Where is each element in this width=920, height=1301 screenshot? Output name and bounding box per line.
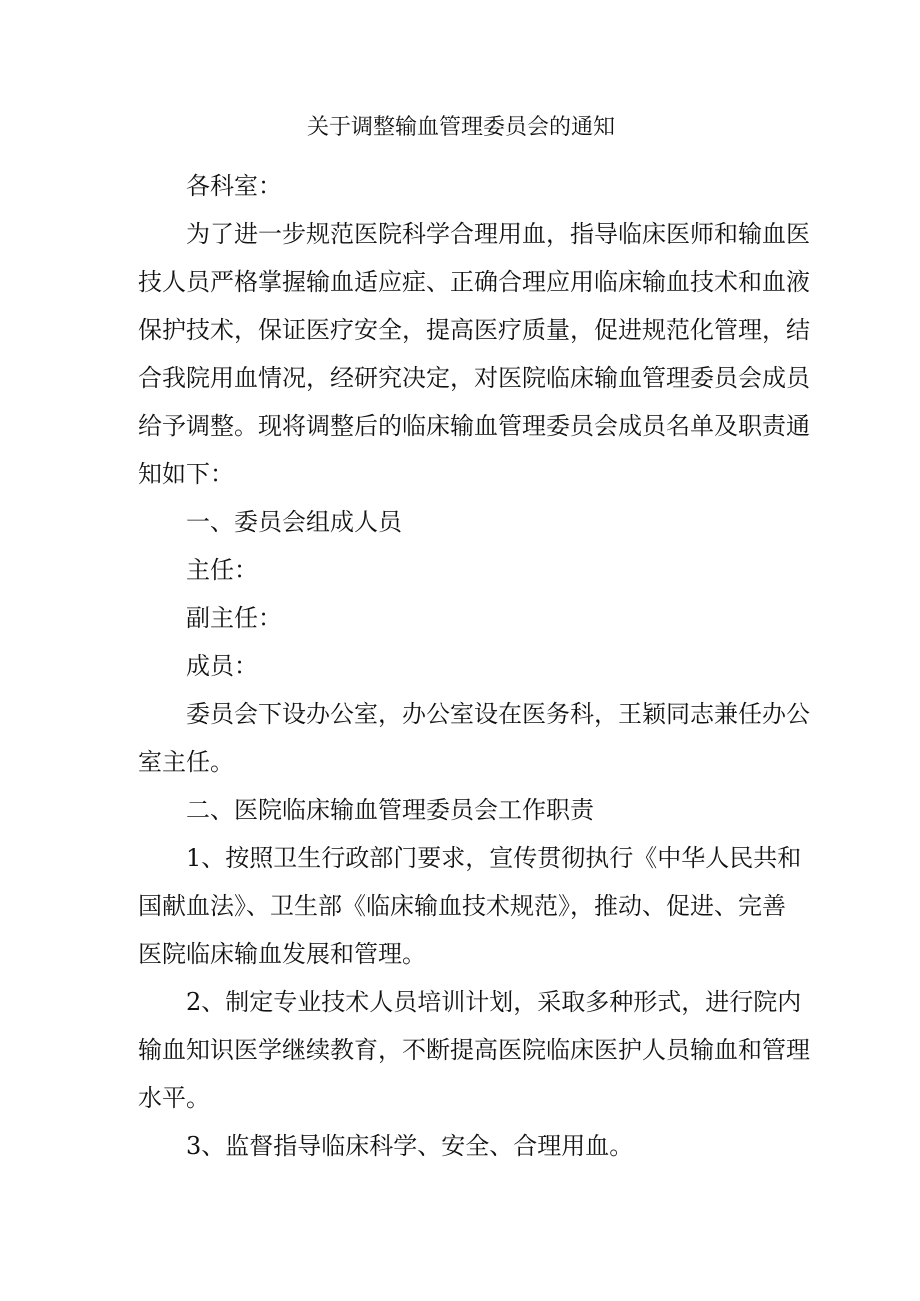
members-label: 成员： — [186, 652, 258, 680]
document-page — [138, 112, 810, 1170]
vice-director-label: 副主任： — [186, 604, 282, 632]
duty1-line: 国献血法》、卫生部《临床输血技术规范》，推动、促进、完善 — [138, 892, 786, 920]
duty2-line: 输血知识医学继续教育，不断提高医院临床医护人员输血和管理 — [138, 1036, 810, 1064]
office-paragraph — [138, 690, 810, 786]
intro-line: 技人员严格掌握输血适应症、正确合理应用临床输血技术和血液 — [138, 268, 810, 296]
duty1-line: 医院临床输血发展和管理。 — [138, 940, 426, 968]
document-title: 关于调整输血管理委员会的通知 — [306, 115, 615, 140]
intro-line: 给予调整。现将调整后的临床输血管理委员会成员名单及职责通 — [138, 412, 810, 440]
office-line: 室主任。 — [138, 748, 234, 776]
intro-line: 合我院用血情况，经研究决定，对医院临床输血管理委员会成员 — [138, 364, 810, 392]
duty2-line: 水平。 — [138, 1084, 210, 1112]
section1-heading: 一、委员会组成人员 — [186, 508, 402, 536]
duty2-line: 2、制定专业技术人员培训计划，采取多种形式，进行院内 — [186, 988, 802, 1016]
salutation: 各科室： — [186, 172, 282, 200]
section2-heading: 二、医院临床输血管理委员会工作职责 — [186, 796, 594, 824]
intro-line: 知如下： — [138, 460, 234, 488]
duty2-paragraph — [138, 978, 810, 1122]
duty3-line: 3、监督指导临床科学、安全、合理用血。 — [186, 1132, 634, 1160]
director-label: 主任： — [186, 556, 258, 584]
intro-paragraph — [138, 210, 810, 498]
duty1-paragraph — [138, 834, 802, 978]
office-line: 委员会下设办公室，办公室设在医务科，王颖同志兼任办公 — [186, 700, 810, 728]
intro-line: 保护技术，保证医疗安全，提高医疗质量，促进规范化管理，结 — [138, 316, 810, 344]
intro-line: 为了进一步规范医院科学合理用血，指导临床医师和输血医 — [186, 220, 810, 248]
duty1-line: 1、按照卫生行政部门要求，宣传贯彻执行《中华人民共和 — [186, 844, 802, 872]
